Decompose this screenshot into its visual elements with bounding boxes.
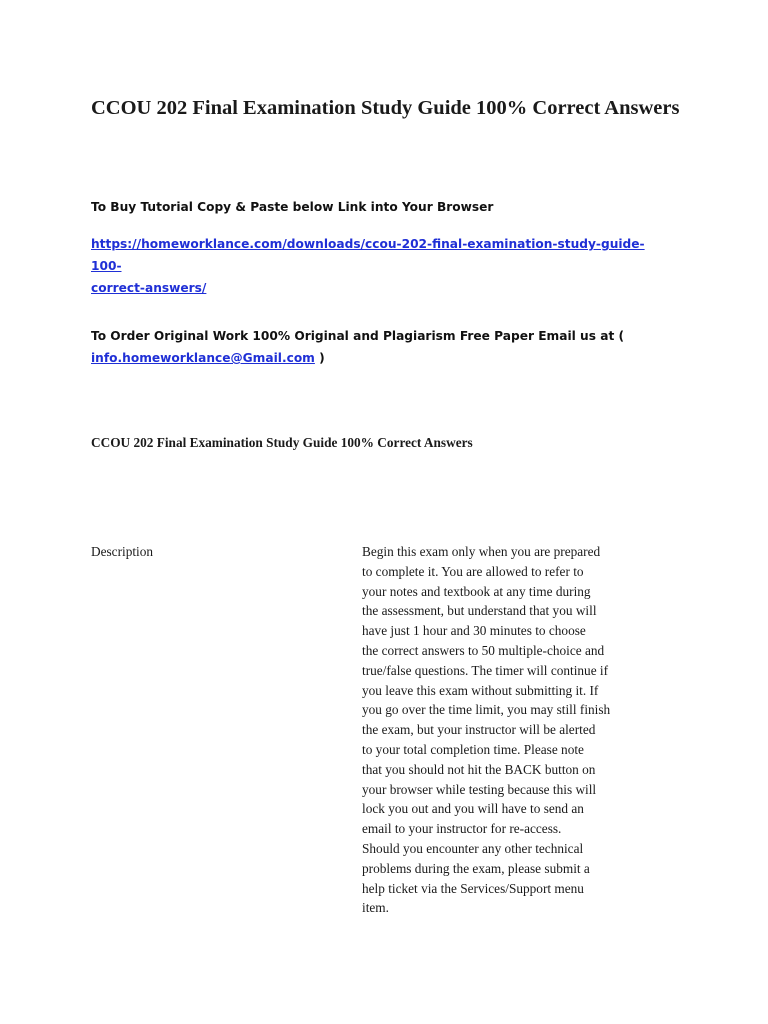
description-line: that you should not hit the BACK button on (362, 761, 596, 777)
document-title: CCOU 202 Final Examination Study Guide 100% Correct Answers (91, 97, 680, 119)
document-subtitle: CCOU 202 Final Examination Study Guide 100% Correct Answers (91, 435, 473, 450)
description-line: you leave this exam without submitting it. If (362, 682, 599, 698)
description-line: problems during the exam, please submit a (362, 860, 590, 876)
description-line: the correct answers to 50 multiple-choice and (362, 642, 605, 658)
description-line: have just 1 hour and 30 minutes to choose (362, 623, 586, 639)
description-line: email to your instructor for re-access. (362, 821, 562, 837)
description-text (362, 542, 652, 918)
order-text: To Order Original Work 100% Original and Plagiarism Free Paper Email us at ( (91, 329, 625, 343)
description-line: you go over the time limit, you may still finish (362, 702, 611, 718)
product-link-line-2[interactable]: correct-answers/ (91, 281, 207, 295)
description-line: true/false questions. The timer will continue if (362, 662, 609, 678)
description-line: to complete it. You are allowed to refer to (362, 563, 584, 579)
description-line: the exam, but your instructor will be alerted (362, 722, 596, 738)
description-line: Begin this exam only when you are prepared (362, 544, 601, 559)
description-line: your notes and textbook at any time during (362, 583, 591, 599)
description-line: to your total completion time. Please note (362, 741, 584, 757)
description-label: Description (91, 544, 154, 559)
product-link-line-1[interactable]: https://homeworklance.com/downloads/ccou-202-final-examination-study-guide-100- (91, 237, 645, 273)
order-instruction (91, 325, 651, 369)
description-line: Should you encounter any other technical (362, 840, 584, 856)
product-link[interactable] (91, 233, 651, 299)
order-close-paren: ) (314, 351, 325, 365)
description-line: lock you out and you will have to send an (362, 801, 584, 817)
description-line: the assessment, but understand that you will (362, 603, 597, 619)
email-link[interactable]: info.homeworklance@Gmail.com (91, 351, 315, 365)
description-line: help ticket via the Services/Support menu (362, 880, 584, 896)
description-line: your browser while testing because this will (362, 781, 597, 797)
description-line: item. (362, 900, 389, 916)
buy-instruction: To Buy Tutorial Copy & Paste below Link into Your Browser (91, 200, 494, 214)
